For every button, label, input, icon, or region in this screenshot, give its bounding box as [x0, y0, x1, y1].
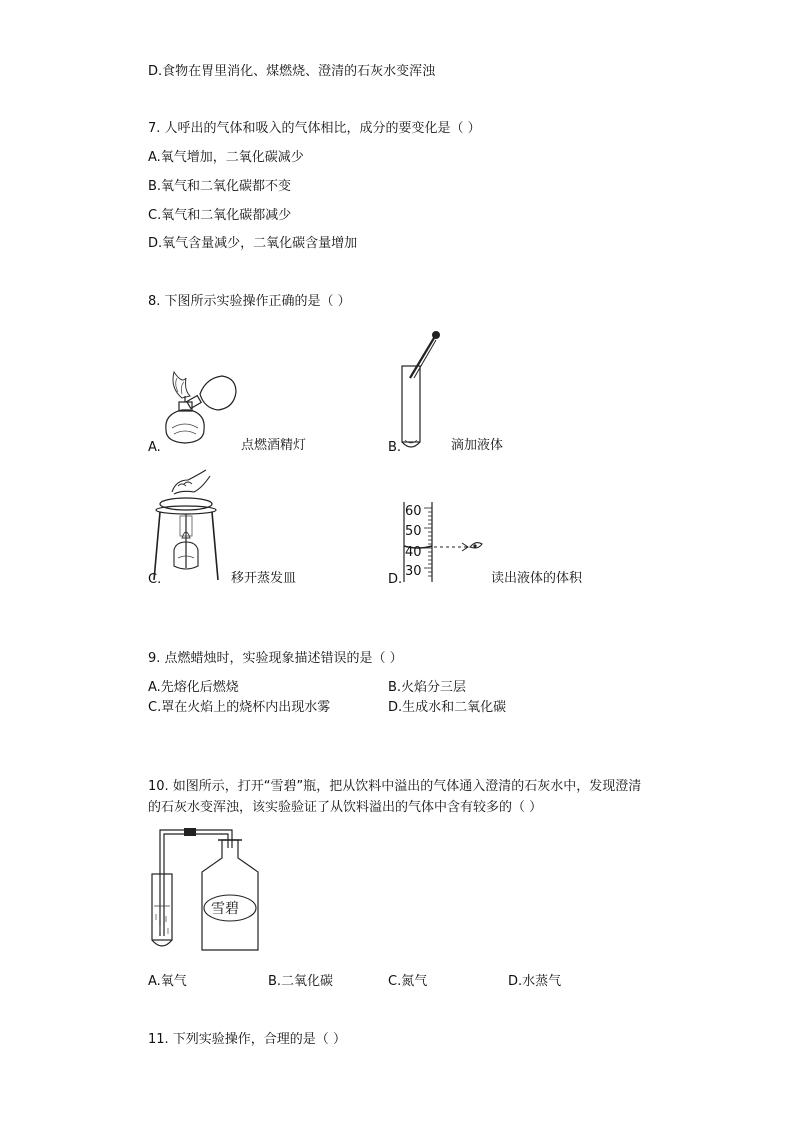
- cylinder-mark-50: 50: [405, 524, 422, 539]
- q7-option-a: A.氧气增加，二氧化碳减少: [148, 150, 304, 165]
- cylinder-mark-40: 40: [405, 545, 422, 560]
- bottle-label: 雪碧: [211, 901, 239, 917]
- cylinder-mark-30: 30: [405, 564, 422, 579]
- q10-option-d: D.水蒸气: [508, 974, 562, 989]
- q8-option-c-letter: C.: [148, 572, 162, 587]
- q8-option-a-letter: A.: [148, 440, 161, 455]
- q7-stem: 7. 人呼出的气体和吸入的气体相比，成分的要变化是（ ）: [148, 121, 481, 136]
- q8-option-d-letter: D.: [388, 572, 403, 587]
- q11-stem: 11. 下列实验操作，合理的是（ ）: [148, 1032, 346, 1047]
- q6-option-d: D.食物在胃里消化、煤燃烧、澄清的石灰水变浑浊: [148, 64, 436, 79]
- q8-option-b-letter: B.: [388, 440, 402, 455]
- q10-stem-line1: 10. 如图所示，打开“雪碧”瓶，把从饮料中溢出的气体通入澄清的石灰水中，发现澄清: [148, 779, 642, 794]
- q9-option-c: C.罩在火焰上的烧杯内出现水雾: [148, 700, 331, 715]
- evaporating-dish-figure: [152, 468, 222, 584]
- q10-option-a: A.氧气: [148, 974, 187, 989]
- q7-option-c: C.氧气和二氧化碳都减少: [148, 208, 292, 223]
- q8-option-c-caption: 移开蒸发皿: [231, 571, 297, 586]
- q8-option-b-caption: 滴加液体: [451, 438, 504, 453]
- q9-option-d: D.生成水和二氧化碳: [388, 700, 507, 715]
- alcohol-lamp-figure: [160, 368, 242, 448]
- q8-stem: 8. 下图所示实验操作正确的是（ ）: [148, 294, 351, 309]
- q8-option-a-caption: 点燃酒精灯: [241, 438, 307, 453]
- q7-option-d: D.氧气含量减少，二氧化碳含量增加: [148, 236, 358, 251]
- q10-option-b: B.二氧化碳: [268, 974, 334, 989]
- sprite-bottle-apparatus-figure: [148, 824, 268, 956]
- q7-option-b: B.氧气和二氧化碳都不变: [148, 179, 292, 194]
- q9-option-a: A.先熔化后燃烧: [148, 680, 239, 695]
- cylinder-mark-60: 60: [405, 504, 422, 519]
- q9-option-b: B.火焰分三层: [388, 680, 467, 695]
- q9-stem: 9. 点燃蜡烛时，实验现象描述错误的是（ ）: [148, 651, 403, 666]
- q10-option-c: C.氮气: [388, 974, 428, 989]
- q10-stem-line2: 的石灰水变浑浊，该实验验证了从饮料溢出的气体中含有较多的（ ）: [148, 800, 543, 815]
- q8-option-d-caption: 读出液体的体积: [491, 571, 583, 586]
- dropper-test-tube-figure: [396, 328, 446, 454]
